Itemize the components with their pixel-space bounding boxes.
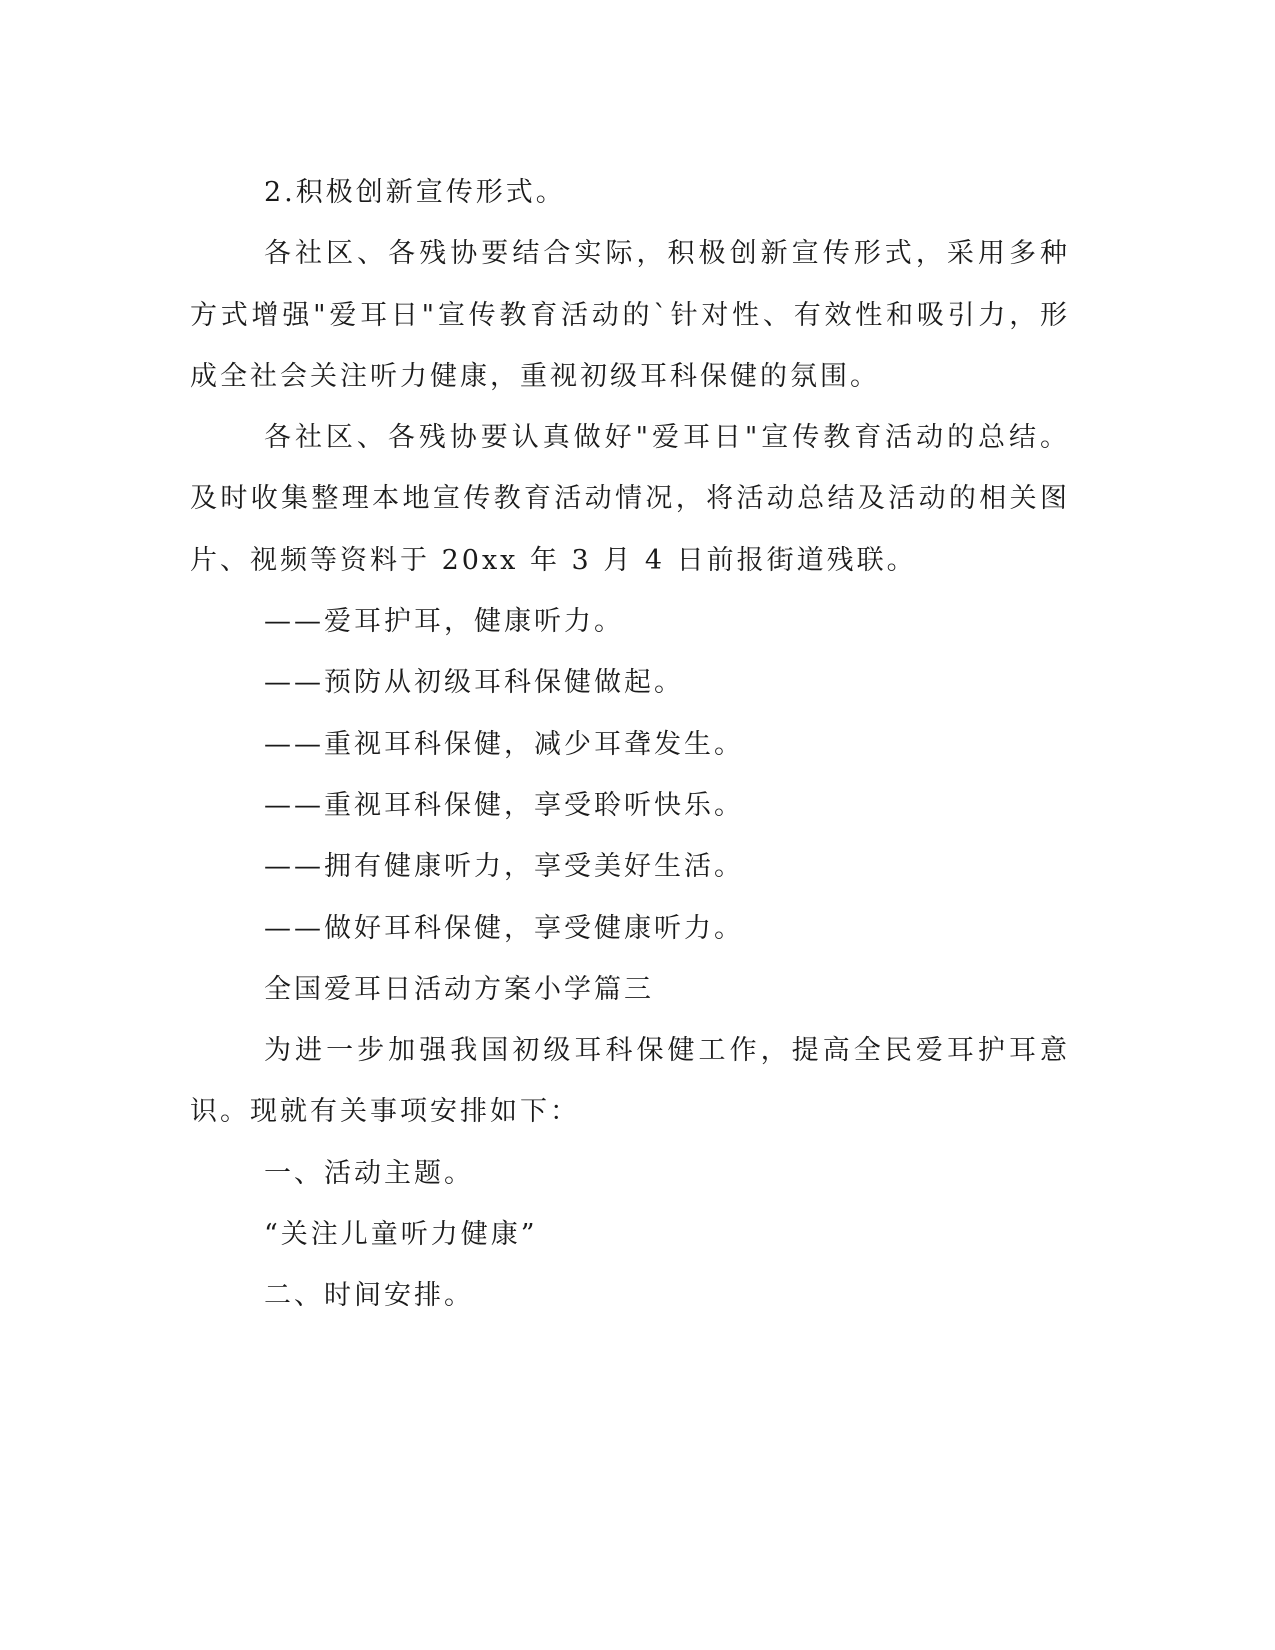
slogan-item: ——拥有健康听力，享受美好生活。 (264, 851, 744, 883)
paragraph: 各社区、各残协要结合实际，积极创新宣传形式，采用多种方式增强"爱耳日"宣传教育活动的`针对性、有效性和吸引力，形成全社会关注听力健康，重视初级耳科保健的氛围。 (190, 238, 1070, 392)
paragraph: 各社区、各残协要认真做好"爱耳日"宣传教育活动的总结。及时收集整理本地宣传教育活动情况，将活动总结及活动的相关图片、视频等资料于 20xx 年 3 月 4 日前报街道残联。 (190, 422, 1070, 576)
section-heading: 一、活动主题。 (264, 1157, 474, 1189)
slogan-item: ——做好耳科保健，享受健康听力。 (264, 912, 744, 944)
section-heading: 二、时间安排。 (264, 1280, 474, 1312)
slogan-item: ——预防从初级耳科保健做起。 (264, 667, 684, 699)
section-title: 全国爱耳日活动方案小学篇三 (264, 973, 654, 1005)
slogan-item: ——爱耳护耳，健康听力。 (264, 606, 624, 638)
paragraph-subheading: 2.积极创新宣传形式。 (264, 177, 566, 208)
slogan-item: ——重视耳科保健，享受聆听快乐。 (264, 789, 744, 821)
theme-quote: “关注儿童听力健康” (264, 1219, 538, 1251)
document-body (190, 162, 1070, 1327)
slogan-item: ——重视耳科保健，减少耳聋发生。 (264, 728, 744, 760)
paragraph: 为进一步加强我国初级耳科保健工作，提高全民爱耳护耳意识。现就有关事项安排如下： (190, 1035, 1070, 1128)
